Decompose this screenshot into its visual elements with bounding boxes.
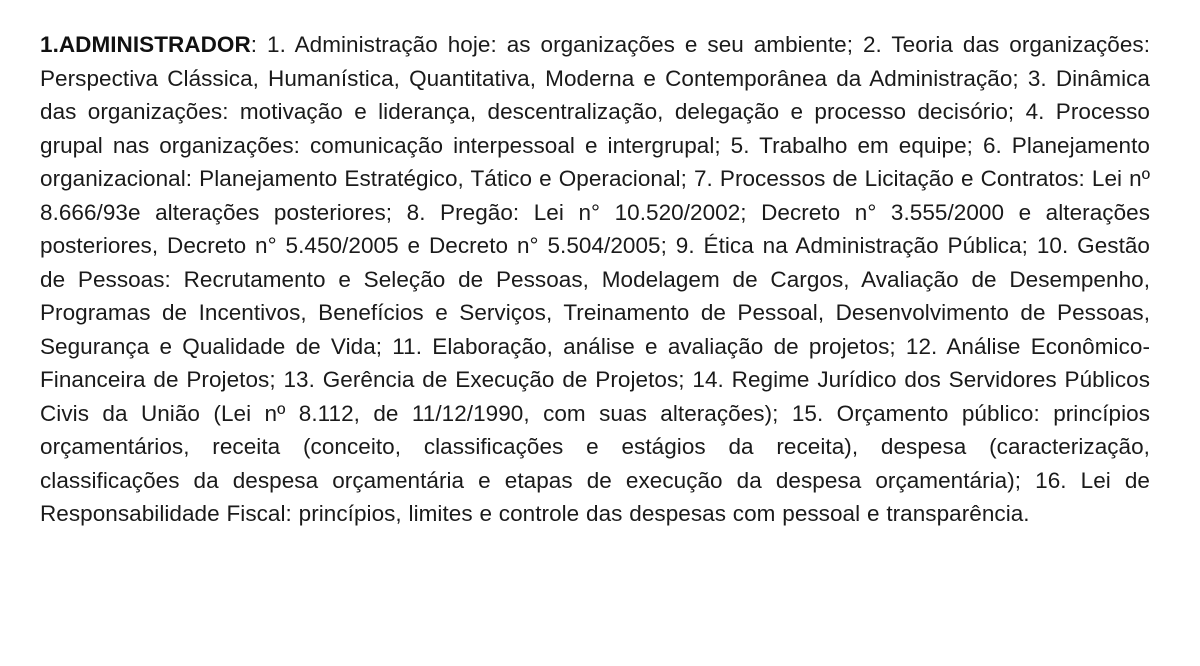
section-heading: 1.ADMINISTRADOR	[40, 32, 251, 57]
syllabus-text: : 1. Administração hoje: as organizações e seu ambiente; 2. Teoria das organizações: Perspectiva Clássica, Humanística, Quantitativa, Moderna e Contemporânea da Administração; 3. Dinâmica das organizações: motivação e liderança, descentralização, delegação e processo decisório; 4. Processo grupal nas organizações: comunicação interpessoal e intergrupal; 5. Trabalho em equipe; 6. Planejamento organizacional: Planejamento Estratégico, Tático e Operacional; 7. Processos de Licitação e Contratos: Lei nº 8.666/93e alterações posteriores; 8. Pregão: Lei n° 10.520/2002; Decreto n° 3.555/2000 e alterações posteriores, Decreto n° 5.450/2005 e Decreto n° 5.504/2005; 9. Ética na Administração Pública; 10. Gestão de Pessoas: Recrutamento e Seleção de Pessoas, Modelagem de Cargos, Avaliação de Desempenho, Programas de Incentivos, Benefícios e Serviços, Treinamento de Pessoal, Desenvolvimento de Pessoas, Segurança e Qualidade de Vida; 11. Elaboração, análise e avaliação de projetos; 12. Análise Econômico-Financeira de Projetos; 13. Gerência de Execução de Projetos; 14. Regime Jurídico dos Servidores Públicos Civis da União (Lei nº 8.112, de 11/12/1990, com suas alterações); 15. Orçamento público: princípios orçamentários, receita (conceito, classificações e estágios da receita), despesa (caracterização, classificações da despesa orçamentária e etapas de execução da despesa orçamentária); 16. Lei de Responsabilidade Fiscal: princípios, limites e controle das despesas com pessoal e transparência.	[40, 32, 1150, 526]
document-page	[40, 28, 1150, 531]
syllabus-paragraph	[40, 28, 1150, 531]
